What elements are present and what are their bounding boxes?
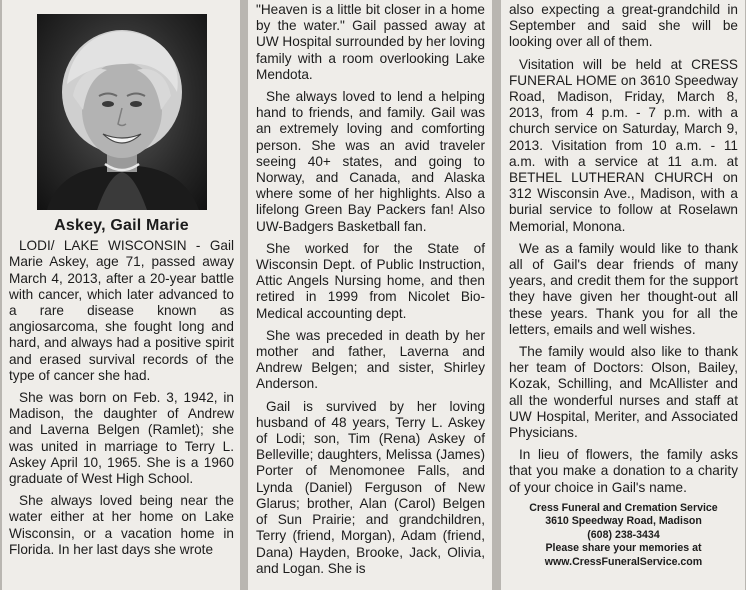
paragraph-heaven-quote: "Heaven is a little bit closer in a home by the water." Gail passed away at UW Hospital surrounded by her loving family with a room overlooking Lake Mendota. xyxy=(256,2,485,82)
portrait-photo xyxy=(37,14,207,210)
paragraph-great-grandchild: also expecting a great-grandchild in September and said she will be looking over all of them. xyxy=(509,2,738,50)
paragraph-visitation: Visitation will be held at CRESS FUNERAL HOME on 3610 Speedway Road, Madison, Friday, March 8, 2013, from 4 p.m. - 7 p.m. with a church service on Saturday, March 9, 2013. Visitation from 10 a.m. - 11 a.m. with a service at 11 a.m. at BETHEL LUTHERAN CHURCH on 312 Wisconsin Ave., Madison, with a burial service to follow at Roselawn Memorial, Monona. xyxy=(509,56,738,234)
funeral-home-phone: (608) 238-3434 xyxy=(587,528,660,541)
paragraph-survived: Gail is survived by her loving husband of 48 years, Terry L. Askey of Lodi; son, Tim (Rena) Askey of Belleville; daughters, Melissa (James) Porter of Menomonee Falls, and Lynda (Daniel) Ferguson of New Glarus; brother, Alan (Carol) Belgen of Sun Prairie; and grandchildren, Terry (friend, Morgan), Adam (friend, Dana) Hayden, Brooke, Jack, Olivia, and Logan. She is xyxy=(256,398,485,576)
paragraph-water: She always loved being near the water either at her home on Lake Wisconsin, or a vacation home in Florida. In her last days she wrote xyxy=(9,493,234,557)
paragraph-thanks-friends: We as a family would like to thank all of Gail's dear friends of many years, and credit them for the support they have given her thought-out all these years. Thank you for all the letters, emails and well wishes. xyxy=(509,240,738,337)
paragraph-thanks-doctors: The family would also like to thank her team of Doctors: Olson, Bailey, Kozak, Schilling, and McAllister and all the wonderful nurses and staff at UW Hospital, Meriter, and Associated Physicians. xyxy=(509,344,738,441)
column-2 xyxy=(248,0,492,590)
funeral-home-name: Cress Funeral and Cremation Service xyxy=(529,501,718,514)
portrait-illustration xyxy=(37,14,207,210)
funeral-home-footer xyxy=(509,502,738,569)
paragraph-helping-hand: She always loved to lend a helping hand to friends, and family. Gail was an extremely loving and comforting person. She was an avid traveler seeing 40+ states, and going to Norway, and Canada, and Alaska where some of her highlights. Also a lifelong Green Bay Packers fan! Also UW-Badgers Basketball fan. xyxy=(256,89,485,234)
paragraph-intro: LODI/ LAKE WISCONSIN - Gail Marie Askey, age 71, passed away March 4, 2013, after a 20-year battle with cancer, which later advanced to a rare disease known as angiosarcoma, she fought long and hard, and always had a positive spirit and erased survival records of the type of cancer she had. xyxy=(9,238,234,383)
memories-prompt: Please share your memories at xyxy=(545,542,702,555)
paragraph-preceded: She was preceded in death by her mother and father, Laverna and Andrew Belgen; and sister, Shirley Anderson. xyxy=(256,327,485,392)
paragraph-work: She worked for the State of Wisconsin Dept. of Public Instruction, Attic Angels Nursing home, and then retired in 1999 from Nicolet Bio-Medical accounting dept. xyxy=(256,240,485,321)
funeral-home-address: 3610 Speedway Road, Madison xyxy=(545,515,702,528)
column-3 xyxy=(501,0,745,590)
paragraph-birth: She was born on Feb. 3, 1942, in Madison, the daughter of Andrew and Laverna Belgen (Ramlet); she was united in marriage to Terry L. Askey April 10, 1965. She is a 1960 graduate of West High School. xyxy=(9,390,234,487)
column-1 xyxy=(2,0,240,590)
paragraph-donation: In lieu of flowers, the family asks that you make a donation to a charity of your choice in Gail's name. xyxy=(509,447,738,495)
funeral-home-website: www.CressFuneralService.com xyxy=(544,555,703,568)
obituary-headline: Askey, Gail Marie xyxy=(54,217,189,234)
